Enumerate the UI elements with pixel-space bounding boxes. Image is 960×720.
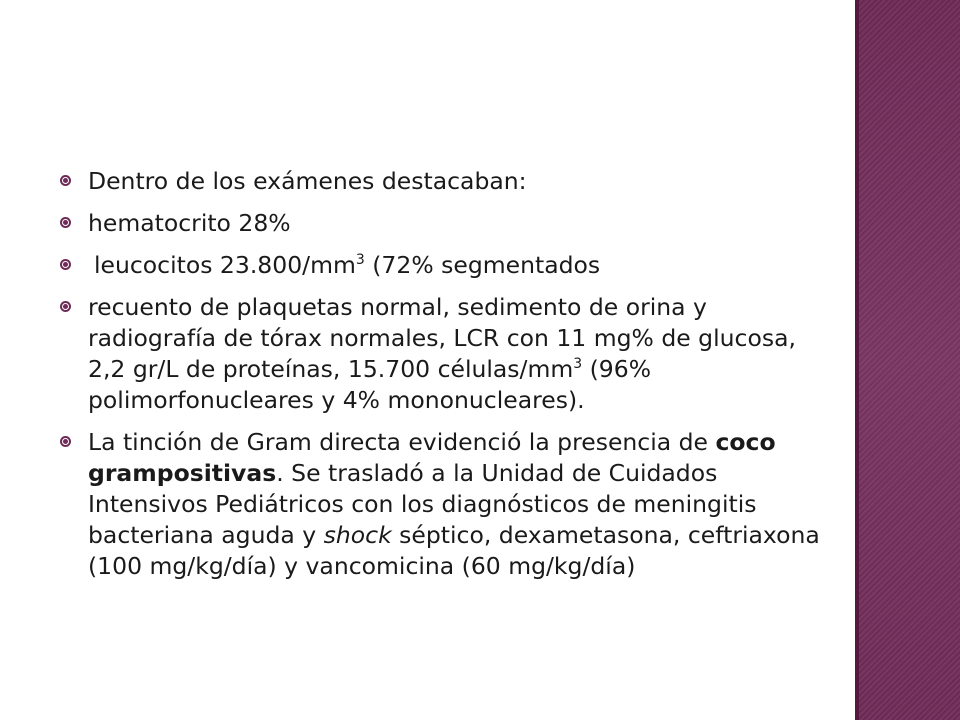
item-text-part: séptico, dexametasona, ceftriaxona (100 mg/kg/día) y vancomicina (60 mg/kg/día): [88, 521, 820, 580]
item-text-part: recuento de plaquetas normal, sedimento de orina y radiografía de tórax normales, LCR con 11 mg% de glucosa, 2,2 gr/L de proteínas, 15.700 células/mm: [88, 293, 796, 383]
list-item: [60, 427, 820, 582]
circle-bullet-icon: [60, 436, 71, 447]
item-text-part: . Se trasladó a la Unidad de Cuidados Intensivos Pediátricos con los diagnósticos de meningitis bacteriana aguda y: [88, 459, 757, 549]
circle-bullet-icon: [60, 175, 71, 186]
italic-text: shock: [323, 521, 392, 549]
bold-text: coco grampositivas: [88, 428, 776, 487]
item-text-part: La tinción de Gram directa evidenció la presencia de: [88, 428, 716, 456]
circle-bullet-icon: [60, 301, 71, 312]
list-item: [60, 208, 820, 239]
item-text: [88, 292, 820, 416]
circle-bullet-icon: [60, 259, 71, 270]
list-item: [60, 250, 820, 281]
superscript: 3: [355, 252, 365, 268]
list-item: [60, 292, 820, 416]
item-text-part: (96% polimorfonucleares y 4% mononucleares).: [88, 355, 652, 414]
item-text: Dentro de los exámenes destacaban:: [88, 167, 527, 195]
item-text-part: leucocitos 23.800/mm: [94, 251, 356, 279]
item-text: [88, 427, 820, 582]
decorative-sidebar: [855, 0, 960, 720]
sidebar-edge: [855, 0, 859, 720]
slide-content: [60, 166, 820, 593]
item-text: hematocrito 28%: [88, 209, 291, 237]
item-text: [94, 250, 820, 281]
superscript: 3: [573, 356, 583, 372]
item-text-part: (72% segmentados: [364, 251, 601, 279]
circle-bullet-icon: [60, 217, 71, 228]
list-item: [60, 166, 820, 197]
